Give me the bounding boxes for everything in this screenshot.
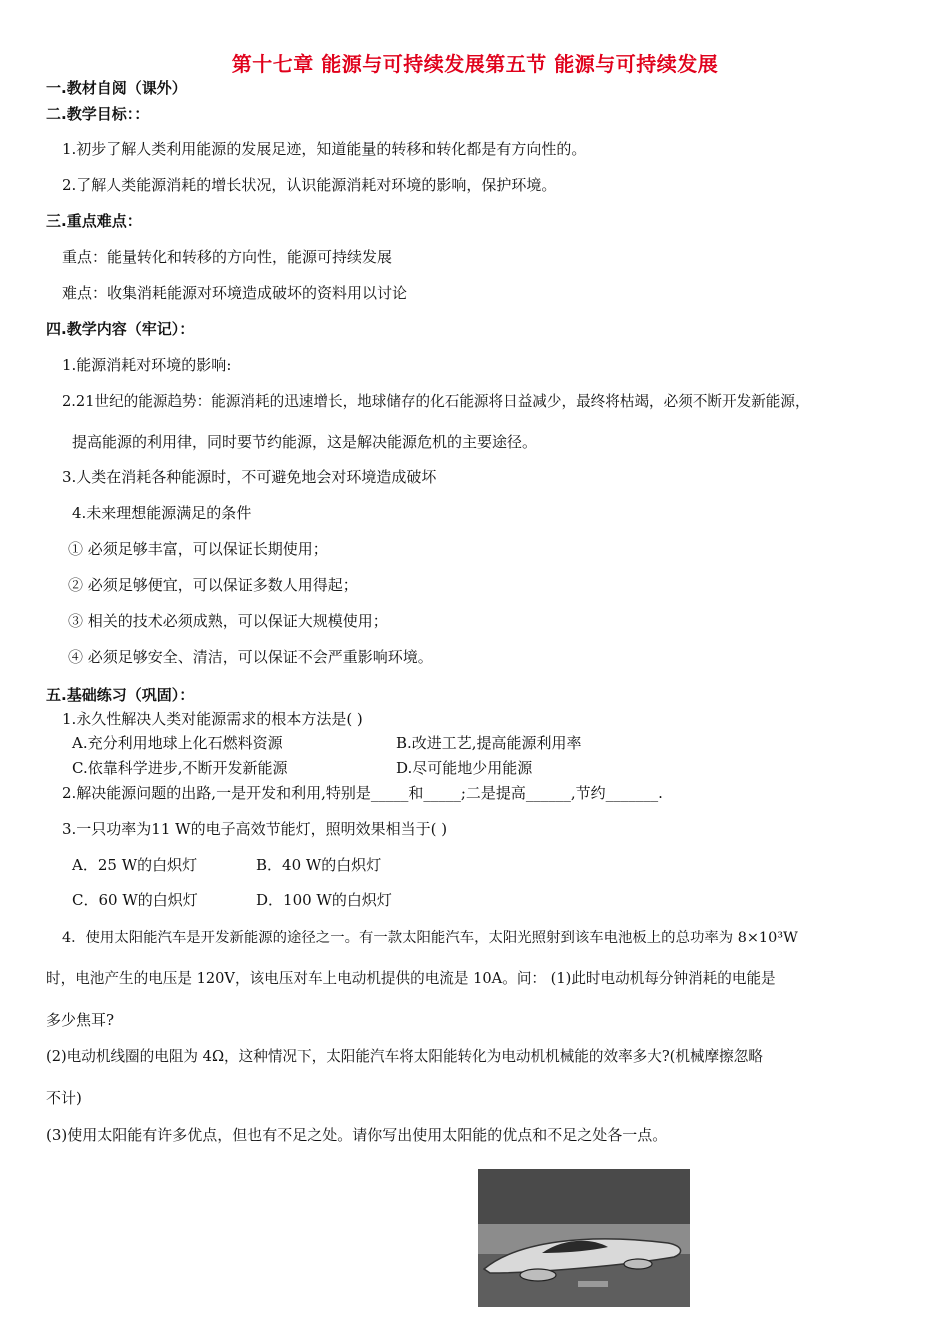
question-1: 1.永久性解决人类对能源需求的根本方法是( ) bbox=[62, 710, 363, 728]
section-heading-3: 三.重点难点： bbox=[46, 212, 142, 230]
content-item-4: 4.未来理想能源满足的条件 bbox=[72, 504, 252, 522]
question-4-line-1: 4．使用太阳能汽车是开发新能源的途径之一。有一款太阳能汽车，太阳光照射到该车电池板上的总功率为 8×10³W bbox=[62, 930, 798, 946]
goal-2: 2.了解人类能源消耗的增长状况，认识能源消耗对环境的影响，保护环境。 bbox=[62, 176, 557, 194]
condition-4: ④ 必须足够安全、清洁，可以保证不会严重影响环境。 bbox=[68, 648, 433, 666]
section-heading-4: 四.教学内容（牢记）： bbox=[46, 320, 195, 338]
question-3-option-c: C．60 W的白炽灯 bbox=[72, 891, 198, 909]
key-point-focus: 重点：能量转化和转移的方向性，能源可持续发展 bbox=[62, 248, 393, 266]
condition-2: ② 必须足够便宜，可以保证多数人用得起； bbox=[68, 576, 358, 594]
question-2: 2.解决能源问题的出路,一是开发和利用,特别是_____和_____;二是提高______,节约_______. bbox=[62, 784, 663, 802]
question-4-line-5: 不计) bbox=[46, 1089, 82, 1107]
question-4-line-3: 多少焦耳? bbox=[46, 1011, 115, 1029]
content-item-2: 2.21世纪的能源趋势：能源消耗的迅速增长，地球储存的化石能源将日益减少，最终将枯竭，必须不断开发新能源， bbox=[62, 393, 810, 410]
section-heading-1: 一.教材自阅（课外） bbox=[46, 79, 187, 97]
section-heading-5: 五.基础练习（巩固）： bbox=[46, 686, 195, 704]
solar-car-photo bbox=[478, 1169, 690, 1307]
question-3: 3.一只功率为11 W的电子高效节能灯，照明效果相当于( ) bbox=[62, 820, 448, 838]
content-item-1: 1.能源消耗对环境的影响: bbox=[62, 356, 232, 374]
question-3-option-a: A．25 W的白炽灯 bbox=[72, 856, 198, 874]
question-1-option-d: D.尽可能地少用能源 bbox=[396, 759, 533, 777]
solar-car-illustration bbox=[478, 1169, 690, 1307]
question-3-option-b: B．40 W的白炽灯 bbox=[256, 856, 382, 874]
question-3-option-d: D．100 W的白炽灯 bbox=[256, 891, 392, 909]
section-heading-2: 二.教学目标：： bbox=[46, 105, 150, 123]
page-title: 第十七章 能源与可持续发展第五节 能源与可持续发展 bbox=[231, 52, 719, 76]
content-item-2-continued: 提高能源的利用律，同时要节约能源，这是解决能源危机的主要途径。 bbox=[72, 433, 538, 451]
question-1-option-b: B.改进工艺,提高能源利用率 bbox=[396, 734, 582, 752]
condition-3: ③ 相关的技术必须成熟，可以保证大规模使用； bbox=[68, 612, 388, 630]
question-1-option-a: A.充分利用地球上化石燃料资源 bbox=[72, 734, 283, 752]
question-4-line-2: 时，电池产生的电压是 120V，该电压对车上电动机提供的电流是 10A。问： (1)此时电动机每分钟消耗的电能是 bbox=[46, 970, 776, 987]
goal-1: 1.初步了解人类利用能源的发展足迹，知道能量的转移和转化都是有方向性的。 bbox=[62, 140, 587, 158]
question-4-line-4: (2)电动机线圈的电阻为 4Ω，这种情况下，太阳能汽车将太阳能转化为电动机机械能的效率多大?(机械摩擦忽略 bbox=[46, 1048, 763, 1065]
question-1-option-c: C.依靠科学进步,不断开发新能源 bbox=[72, 759, 288, 777]
key-point-difficulty: 难点：收集消耗能源对环境造成破坏的资料用以讨论 bbox=[62, 284, 408, 302]
condition-1: ① 必须足够丰富，可以保证长期使用； bbox=[68, 540, 328, 558]
question-4-line-6: (3)使用太阳能有许多优点，但也有不足之处。请你写出使用太阳能的优点和不足之处各一点。 bbox=[46, 1126, 668, 1144]
content-item-3: 3.人类在消耗各种能源时，不可避免地会对环境造成破坏 bbox=[62, 468, 437, 486]
